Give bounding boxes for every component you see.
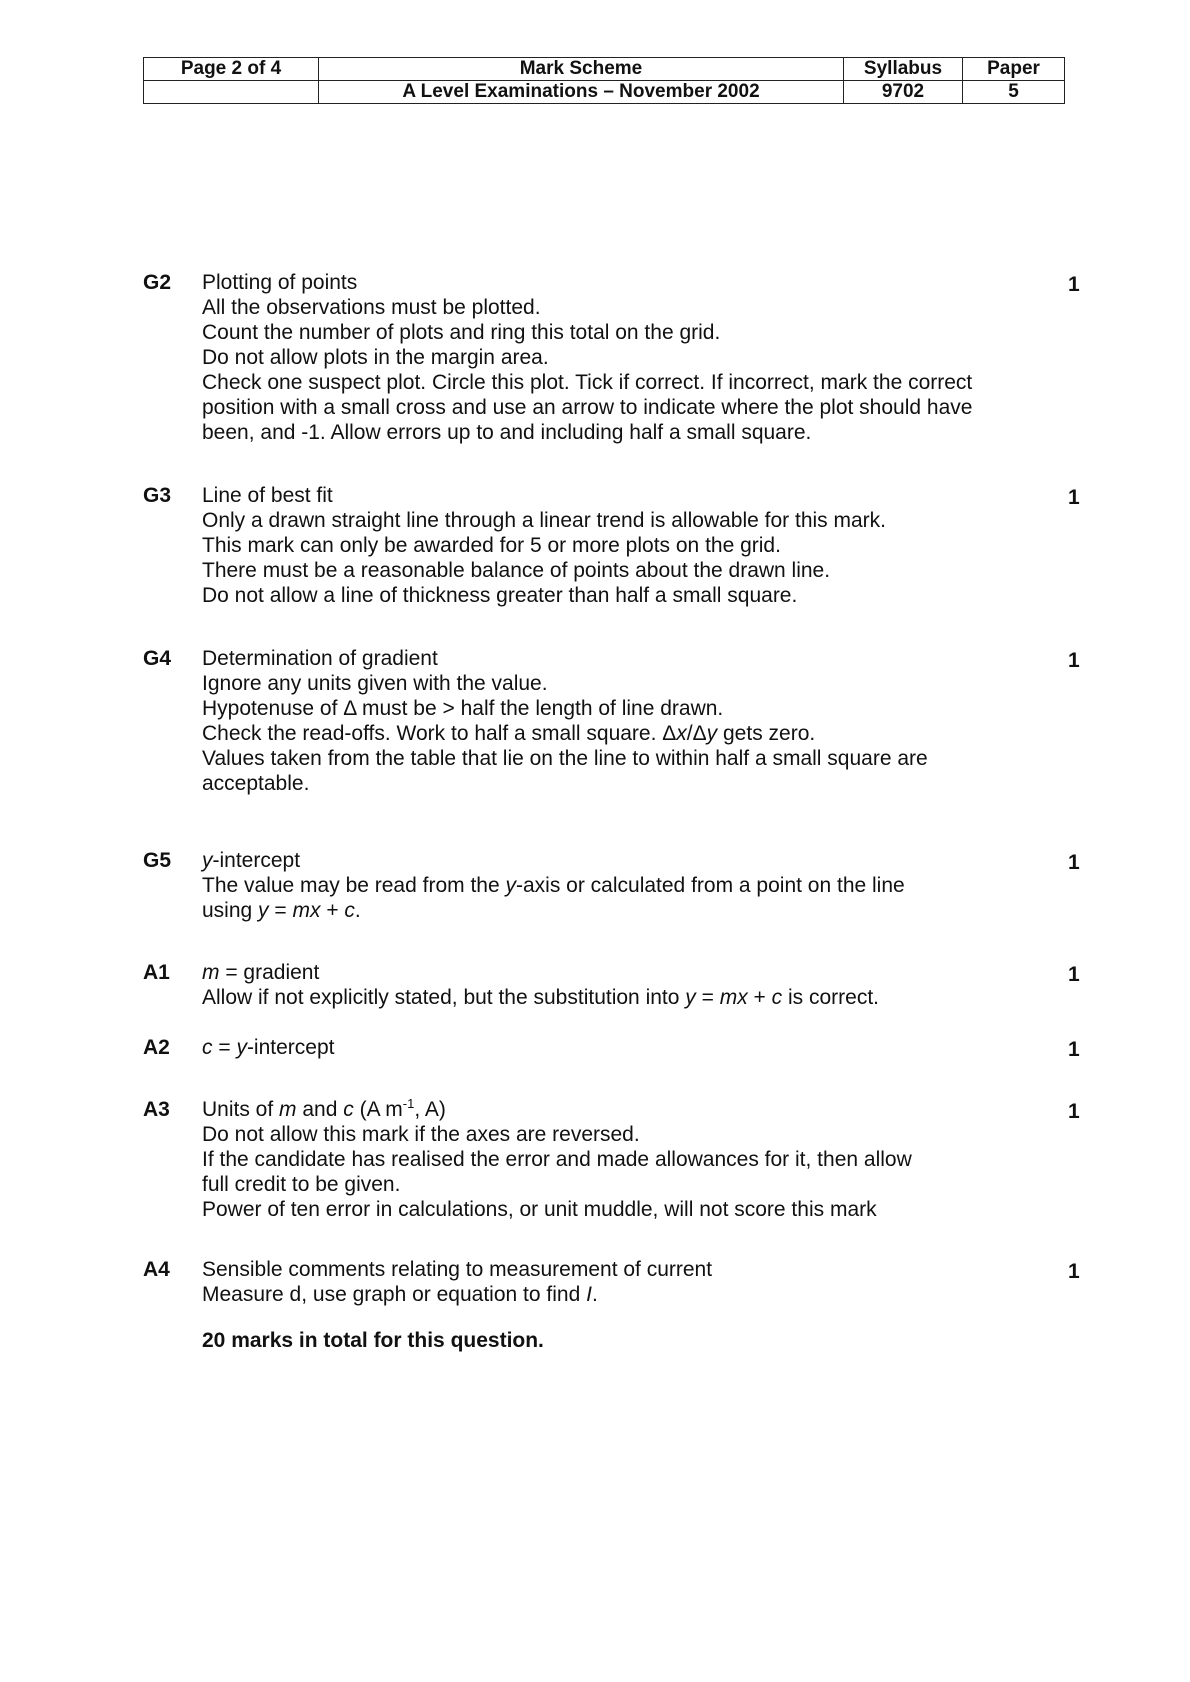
item-line: Determination of gradient	[202, 647, 438, 670]
item-line: This mark can only be awarded for 5 or more plots on the grid.	[202, 534, 781, 557]
item-line: y-intercept	[202, 849, 301, 872]
item-line: Sensible comments relating to measurement of current	[202, 1258, 713, 1281]
item-code: A3	[143, 1098, 170, 1121]
item-code: G5	[143, 849, 172, 872]
item-line: Allow if not explicitly stated, but the substitution into y = mx + c is correct.	[202, 986, 879, 1009]
item-content	[202, 1097, 1022, 1222]
item-line: Only a drawn straight line through a linear trend is allowable for this mark.	[202, 509, 886, 532]
item-code: G4	[143, 647, 172, 670]
item-mark: 1	[1068, 273, 1080, 296]
item-line: Count the number of plots and ring this total on the grid.	[202, 321, 721, 344]
item-code: A2	[143, 1036, 170, 1059]
item-line: Measure d, use graph or equation to find I.	[202, 1283, 598, 1306]
item-line: Values taken from the table that lie on the line to within half a small square are	[202, 747, 928, 770]
item-line: Check one suspect plot. Circle this plot. Tick if correct. If incorrect, mark the correct	[202, 371, 973, 394]
item-line: If the candidate has realised the error and made allowances for it, then allow	[202, 1148, 912, 1171]
item-content	[202, 1035, 1022, 1060]
item-line: Line of best fit	[202, 484, 333, 507]
item-line: Hypotenuse of Δ must be > half the length of line drawn.	[202, 697, 724, 720]
item-mark: 1	[1068, 1260, 1080, 1283]
item-line: been, and -1. Allow errors up to and including half a small square.	[202, 421, 812, 444]
total-marks: 20 marks in total for this question.	[202, 1329, 544, 1352]
item-mark: 1	[1068, 851, 1080, 874]
item-mark: 1	[1068, 1100, 1080, 1123]
item-content	[202, 270, 1022, 445]
syllabus-value: 9702	[844, 81, 963, 104]
syllabus-label: Syllabus	[844, 58, 963, 81]
item-line: Units of m and c (A $m^{-1}$, A)	[202, 1096, 446, 1121]
item-mark: 1	[1068, 486, 1080, 509]
item-line: using y = mx + c.	[202, 899, 361, 922]
item-code: A1	[143, 961, 170, 984]
document-title: Mark Scheme	[319, 58, 844, 81]
item-content	[202, 483, 1022, 608]
item-line: acceptable.	[202, 772, 310, 795]
item-line: c = y-intercept	[202, 1036, 335, 1059]
item-code: G2	[143, 271, 172, 294]
item-code: G3	[143, 484, 172, 507]
item-mark: 1	[1068, 649, 1080, 672]
item-line: position with a small cross and use an arrow to indicate where the plot should have	[202, 396, 973, 419]
item-line: m = gradient	[202, 961, 320, 984]
item-content	[202, 646, 1022, 796]
item-line: Check the read-offs. Work to half a small square. Δx/Δy gets zero.	[202, 722, 816, 745]
item-content	[202, 1257, 1022, 1307]
item-line: Do not allow plots in the margin area.	[202, 346, 549, 369]
item-line: Ignore any units given with the value.	[202, 672, 548, 695]
item-line: There must be a reasonable balance of points about the drawn line.	[202, 559, 831, 582]
header-table	[143, 57, 1065, 104]
item-content	[202, 848, 1022, 923]
item-line: All the observations must be plotted.	[202, 296, 541, 319]
paper-value: 5	[963, 81, 1065, 104]
item-line: The value may be read from the y-axis or calculated from a point on the line	[202, 874, 905, 897]
item-line: Do not allow this mark if the axes are reversed.	[202, 1123, 640, 1146]
item-line: full credit to be given.	[202, 1173, 401, 1196]
empty-cell	[144, 81, 319, 104]
item-line: Do not allow a line of thickness greater than half a small square.	[202, 584, 798, 607]
item-content	[202, 960, 1022, 1010]
item-line: Plotting of points	[202, 271, 358, 294]
document-subtitle: A Level Examinations – November 2002	[319, 81, 844, 104]
paper-label: Paper	[963, 58, 1065, 81]
page-number: Page 2 of 4	[144, 58, 319, 81]
item-mark: 1	[1068, 1038, 1080, 1061]
item-code: A4	[143, 1258, 170, 1281]
item-line: Power of ten error in calculations, or unit muddle, will not score this mark	[202, 1198, 877, 1221]
item-mark: 1	[1068, 963, 1080, 986]
